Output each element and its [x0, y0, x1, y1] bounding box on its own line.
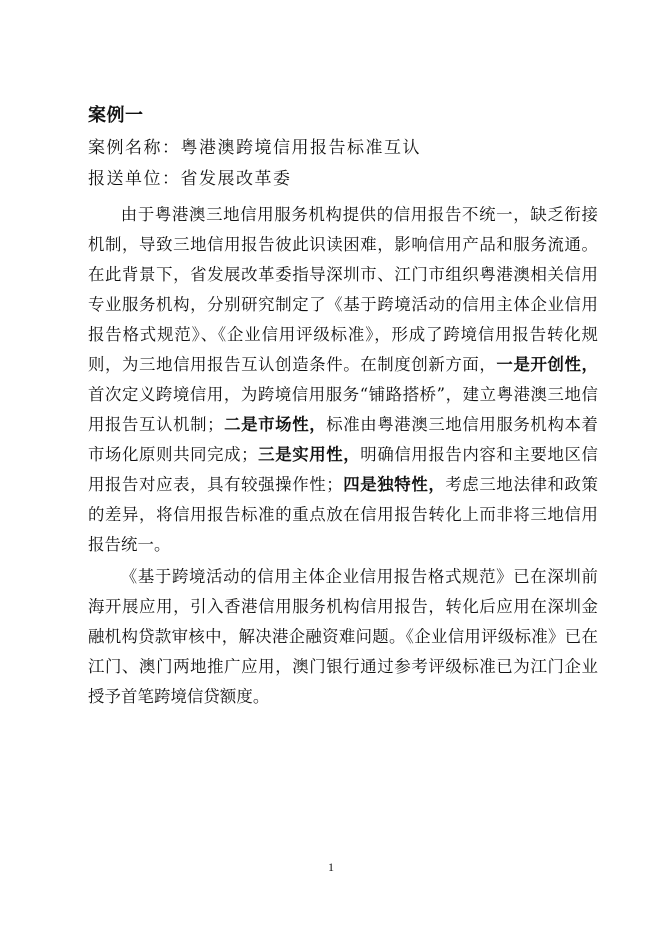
submitting-unit: 报送单位：省发展改革委	[88, 169, 292, 189]
paragraph-text: 考虑三地法律和政策的差异，将信用报告标准的重点放在信用报告转化上而非将三地信用报告统一。	[88, 475, 599, 554]
paragraph-application: 《基于跨境活动的信用主体企业信用报告格式规范》已在深圳前海开展应用，引入香港信用服务机构信用报告，转化后应用在深圳金融机构贷款审核中，解决港企融资难问题。《企业信用评级标准》已在江门、澳门两地推广应用，澳门银行通过参考评级标准已为江门企业授予首笔跨境信贷额度。	[88, 567, 598, 706]
highlight-market: 二是市场性，	[223, 415, 327, 434]
highlight-practical: 三是实用性，	[257, 445, 361, 464]
page-number: 1	[328, 860, 334, 874]
case-name: 案例名称：粤港澳跨境信用报告标准互认	[88, 138, 421, 158]
paragraph-background	[88, 200, 598, 560]
paragraph-text: 由于粤港澳三地信用服务机构提供的信用报告不统一，缺乏衔接机制，导致三地信用报告彼此识读困难，影响信用产品和服务流通。在此背景下，省发展改革委指导深圳市、江门市组织粤港澳相关信用专业服务机构，分别研究制定了《基于跨境活动的信用主体企业信用报告格式规范》、《企业信用评级标准》，形成了跨境信用报告转化规则，为三地信用报告互认创造条件。在制度创新方面，	[88, 205, 598, 374]
highlight-unique: 四是独特性，	[342, 475, 446, 494]
highlight-pioneering: 一是开创性，	[496, 355, 598, 374]
document-body	[88, 106, 598, 712]
paragraph-text: 首次定义跨境信用，为跨境信用服务“铺路搭桥”，建立粤港澳三地信用报告互认机制；	[88, 385, 598, 434]
case-heading: 案例一	[88, 105, 144, 126]
paragraph-text: 标准由粤港澳三地信用服务机构本着市场化原则共同完成；	[88, 415, 598, 464]
paragraph-text: 明确信用报告内容和主要地区信用报告对应表，具有较强操作性；	[88, 445, 599, 494]
